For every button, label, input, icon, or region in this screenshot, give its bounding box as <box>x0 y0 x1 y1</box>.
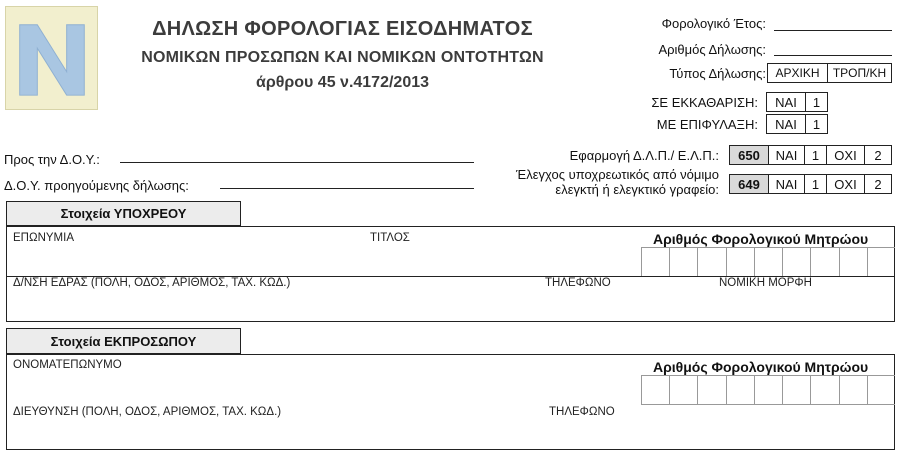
taxpayer-section-tab: Στοιχεία ΥΠΟΧΡΕΟΥ <box>6 201 241 226</box>
representative-section <box>6 354 895 450</box>
representative-phone-label: ΤΗΛΕΦΩΝΟ <box>549 406 615 418</box>
taxpayer-phone-label: ΤΗΛΕΦΩΝΟ <box>545 277 611 289</box>
liquidation-yes[interactable]: ΝΑΙ <box>775 94 797 110</box>
reservation-yes[interactable]: ΝΑΙ <box>775 116 797 132</box>
audit-yes[interactable]: ΝΑΙ <box>768 175 804 193</box>
taxpayer-afm-input[interactable] <box>641 247 895 277</box>
dap-no[interactable]: ΟΧΙ <box>826 146 864 164</box>
taxpayer-afm-label: Αριθμός Φορολογικού Μητρώου <box>653 231 869 247</box>
audit-options <box>729 174 892 194</box>
reservation-options <box>766 114 828 134</box>
dap-code: 650 <box>730 146 768 164</box>
dap-no-code: 2 <box>864 146 891 164</box>
declaration-type-label: Τύπος Δήλωσης: <box>669 66 766 81</box>
audit-no-code: 2 <box>864 175 891 193</box>
representative-address-label: ΔΙΕΥΘΥΝΣΗ (ΠΟΛΗ, ΟΔΟΣ, ΑΡΙΘΜΟΣ, ΤΑΧ. ΚΩΔ.) <box>13 406 282 418</box>
representative-afm-bottom <box>641 404 895 405</box>
taxpayer-address-label: Δ/ΝΣΗ ΕΔΡΑΣ (ΠΟΛΗ, ΟΔΟΣ, ΑΡΙΘΜΟΣ, ΤΑΧ. ΚΩΔ.) <box>13 277 291 289</box>
reservation-label: ΜΕ ΕΠΙΦΥΛΑΞΗ: <box>656 117 758 132</box>
taxpayer-section <box>6 226 895 322</box>
to-doy-field[interactable] <box>120 162 474 163</box>
form-law-reference: άρθρου 45 ν.4172/2013 <box>255 74 430 91</box>
dap-yes-code: 1 <box>804 146 826 164</box>
liquidation-code: 1 <box>805 93 827 111</box>
audit-label <box>516 167 719 197</box>
representative-afm-label: Αριθμός Φορολογικού Μητρώου <box>653 359 869 375</box>
representative-section-tab: Στοιχεία ΕΚΠΡΟΣΩΠΟΥ <box>6 328 241 354</box>
to-doy-label: Προς την Δ.Ο.Υ.: <box>4 152 100 167</box>
audit-code: 649 <box>730 175 768 193</box>
form-subtitle: ΝΟΜΙΚΩΝ ΠΡΟΣΩΠΩΝ ΚΑΙ ΝΟΜΙΚΩΝ ΟΝΤΟΤΗΤΩΝ <box>141 49 544 66</box>
dap-options <box>729 145 892 165</box>
taxpayer-name-label: ΕΠΩΝΥΜΙΑ <box>13 232 74 244</box>
representative-afm-input[interactable] <box>641 375 895 405</box>
audit-label-line1: Έλεγχος υποχρεωτικός από νόμιμο <box>516 167 719 182</box>
prev-doy-field[interactable] <box>220 188 474 189</box>
audit-yes-code: 1 <box>804 175 826 193</box>
prev-doy-label: Δ.Ο.Υ. προηγούμενης δήλωσης: <box>4 178 189 193</box>
tax-year-label: Φορολογικό Έτος: <box>661 16 766 31</box>
type-amending-box[interactable]: ΤΡΟΠ/ΚΗ <box>827 63 892 83</box>
taxpayer-title-label: ΤΙΤΛΟΣ <box>370 232 410 244</box>
reservation-code: 1 <box>805 115 827 133</box>
liquidation-label: ΣΕ ΕΚΚΑΘΑΡΙΣΗ: <box>651 95 758 110</box>
dap-label: Εφαρμογή Δ.Λ.Π./ Ε.Λ.Π.: <box>569 148 719 163</box>
representative-name-label: ΟΝΟΜΑΤΕΠΩΝΥΜΟ <box>13 359 122 371</box>
audit-no[interactable]: ΟΧΙ <box>826 175 864 193</box>
liquidation-options <box>766 92 828 112</box>
declaration-number-label: Αριθμός Δήλωσης: <box>658 42 766 57</box>
logo <box>5 6 98 110</box>
taxpayer-legal-form-label: ΝΟΜΙΚΗ ΜΟΡΦΗ <box>719 277 812 289</box>
audit-label-line2: ελεγκτή ή ελεγκτικό γραφείο: <box>555 182 719 197</box>
tax-year-field[interactable] <box>774 30 892 31</box>
declaration-number-field[interactable] <box>774 55 892 56</box>
dap-yes[interactable]: ΝΑΙ <box>768 146 804 164</box>
n-logo-icon <box>6 7 97 109</box>
form-title: ΔΗΛΩΣΗ ΦΟΡΟΛΟΓΙΑΣ ΕΙΣΟΔΗΜΑΤΟΣ <box>152 18 533 40</box>
type-initial-box[interactable]: ΑΡΧΙΚΗ <box>767 63 828 83</box>
